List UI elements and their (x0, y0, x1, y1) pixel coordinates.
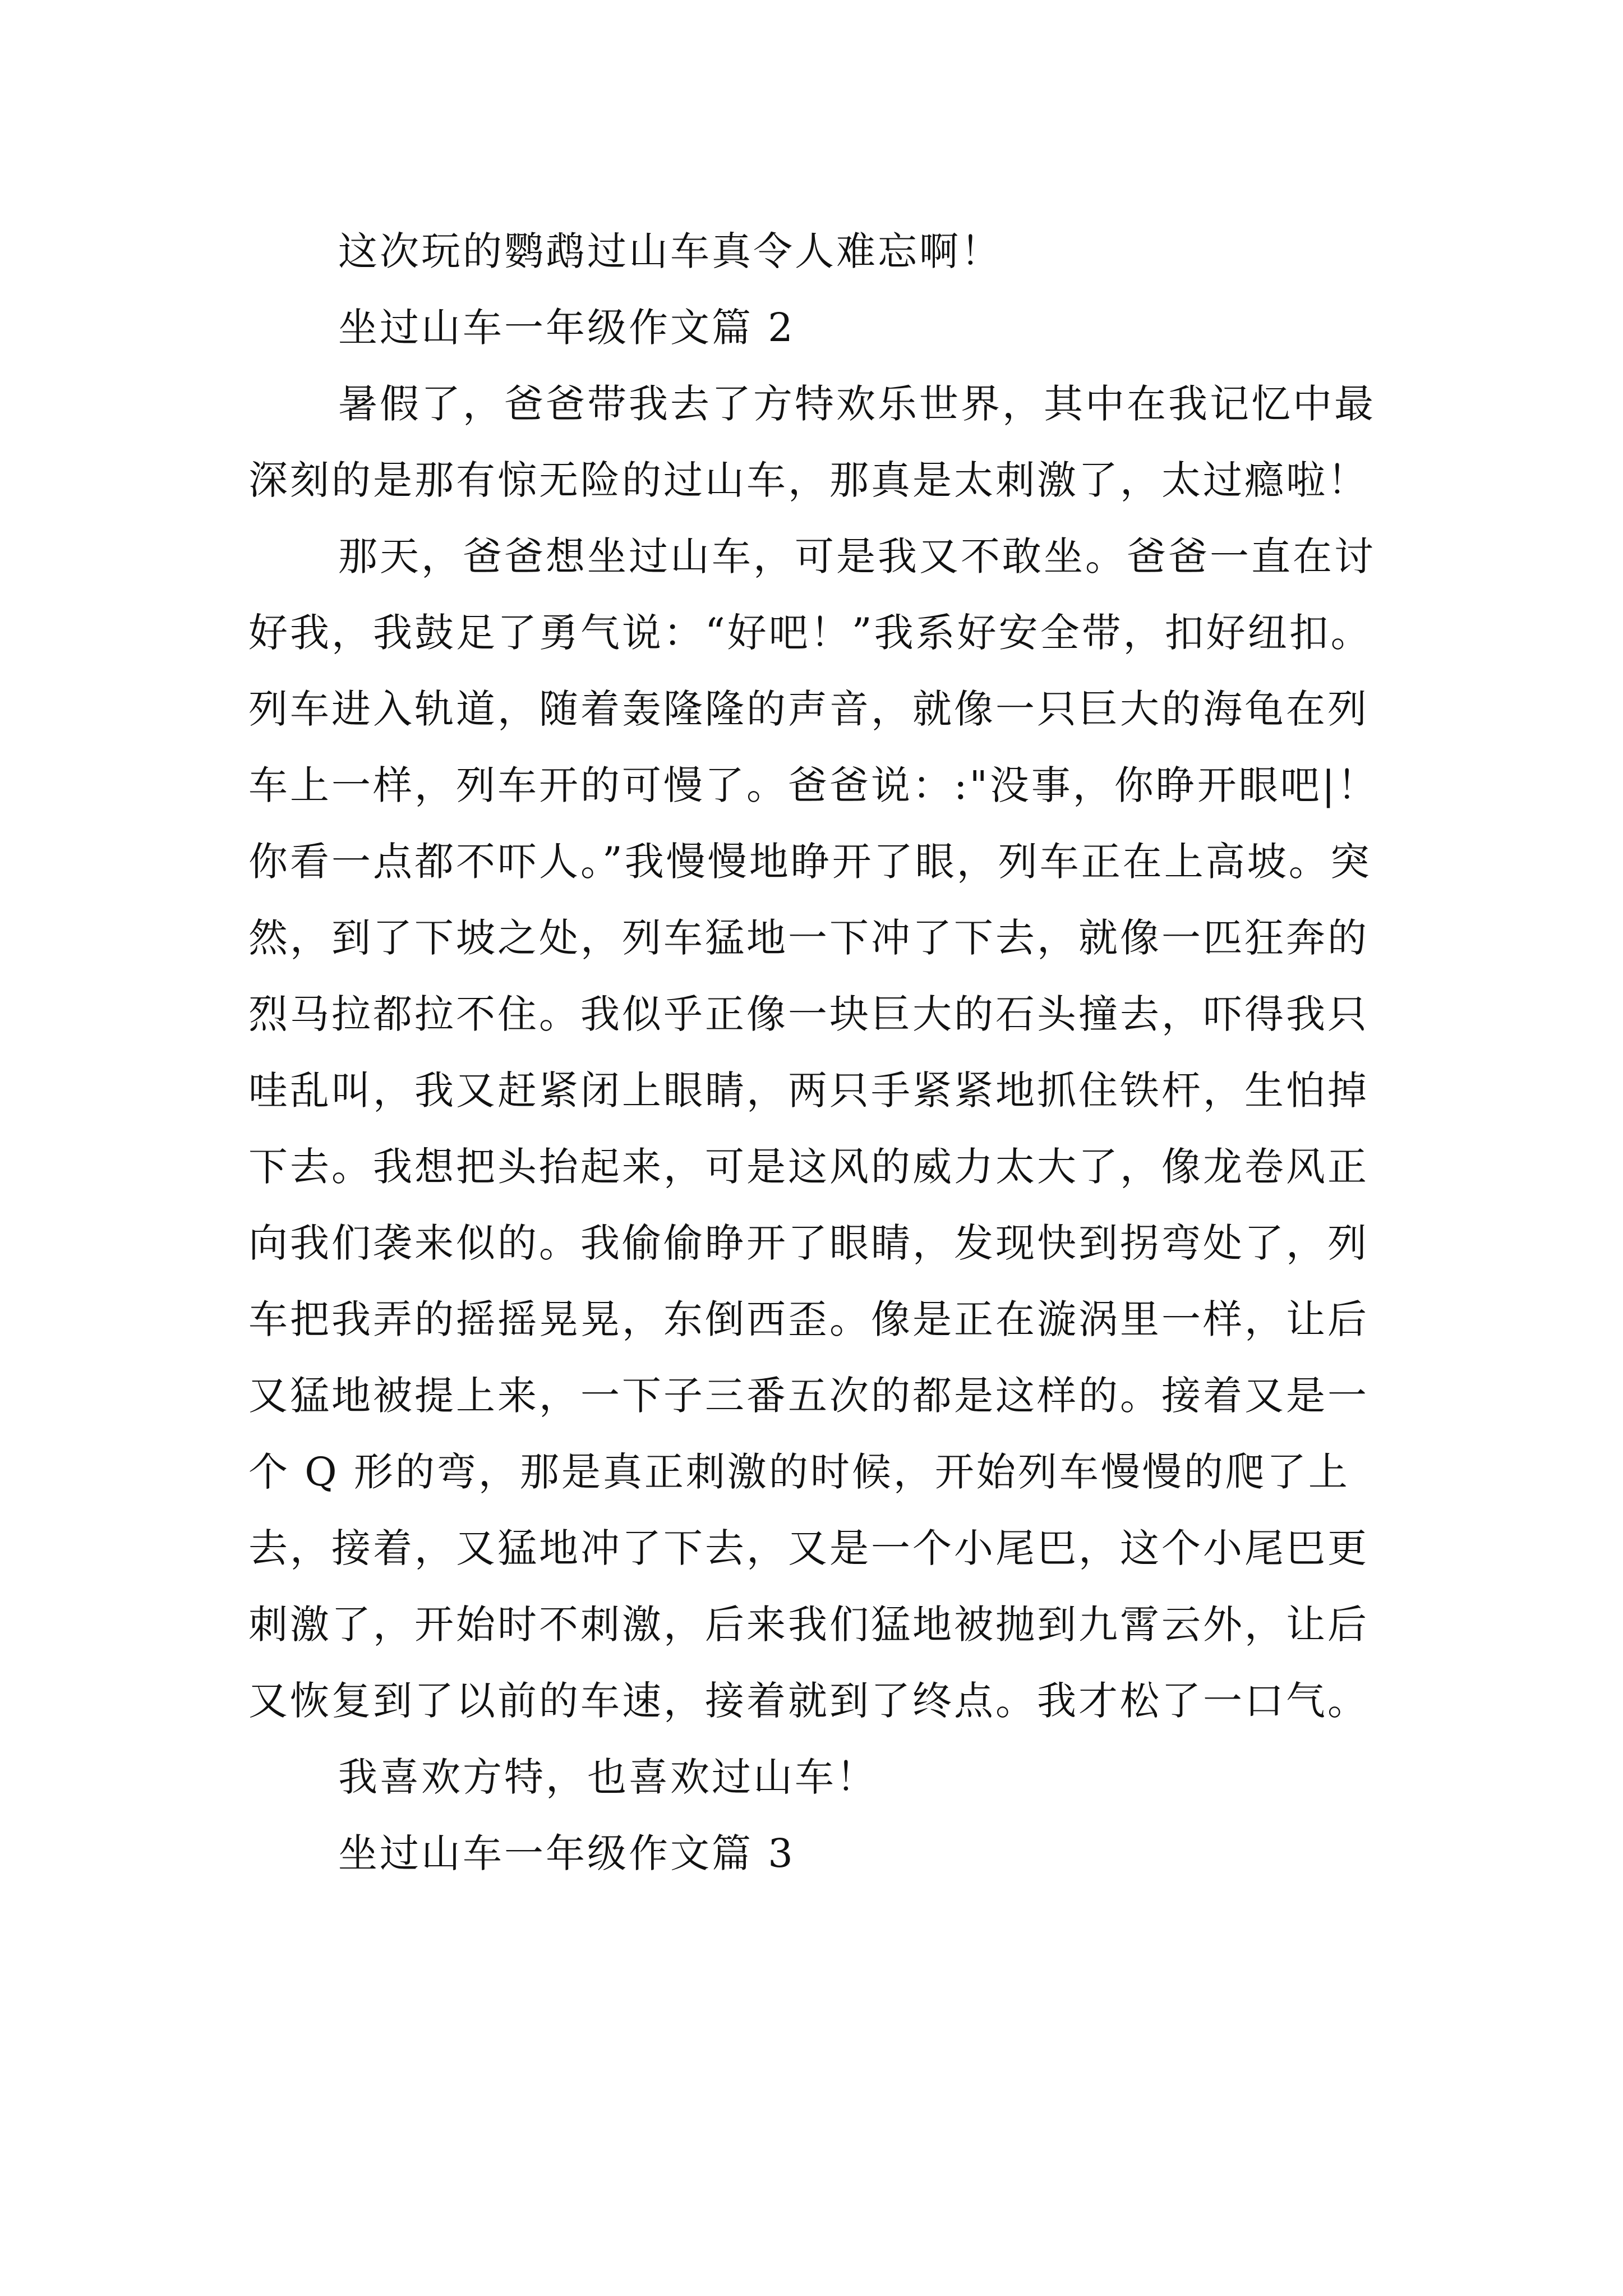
paragraph-conclusion: 我喜欢方特，也喜欢过山车！ (338, 1754, 878, 1800)
section-heading-3: 坐过山车一年级作文篇 3 (338, 1830, 795, 1876)
paragraph-intro-closing: 这次玩的鹦鹉过山车真令人难忘啊！ (338, 228, 1002, 274)
paragraph-roller-coaster-story: 那天，爸爸想坐过山车，可是我又不敢坐。爸爸一直在讨好我，我鼓足了勇气说：“好吧！”我系好安全带，扣好纽扣。列车进入轨道，随着轰隆隆的声音，就像一只巨大的海龟在列车上一样，列车开的可慢了。爸爸说：:"没事，你睁开眼吧|！你看一点都不吓人。”我慢慢地睁开了眼，列车正在上高坡。突然，到了下坡之处，列车猛地一下冲了下去，就像一匹狂奔的烈马拉都拉不住。我似乎正像一块巨大的石头撞去，吓得我只哇乱叫，我又赶紧闭上眼睛，两只手紧紧地抓住铁杆，生怕掉下去。我想把头抬起来，可是这风的威力太大了，像龙卷风正向我们袭来似的。我偷偷睁开了眼睛，发现快到拐弯处了，列车把我弄的摇摇晃晃，东倒西歪。像是正在漩涡里一样，让后又猛地被提上来，一下子三番五次的都是这样的。接着又是一个 Q 形的弯，那是真正刺激的时候，开始列车慢慢的爬了上去，接着，又猛地冲了下去，又是一个小尾巴，这个小尾巴更刺激了，开始时不刺激，后来我们猛地被抛到九霄云外，让后又恢复到了以前的车速，接着就到了终点。我才松了一口气。 (248, 533, 1379, 1724)
section-heading-2: 坐过山车一年级作文篇 2 (338, 305, 795, 351)
paragraph-summer-vacation: 暑假了，爸爸带我去了方特欢乐世界，其中在我记忆中最深刻的是那有惊无险的过山车，那真是太刺激了，太过瘾啦！ (248, 381, 1376, 503)
document-body (248, 213, 1387, 1892)
